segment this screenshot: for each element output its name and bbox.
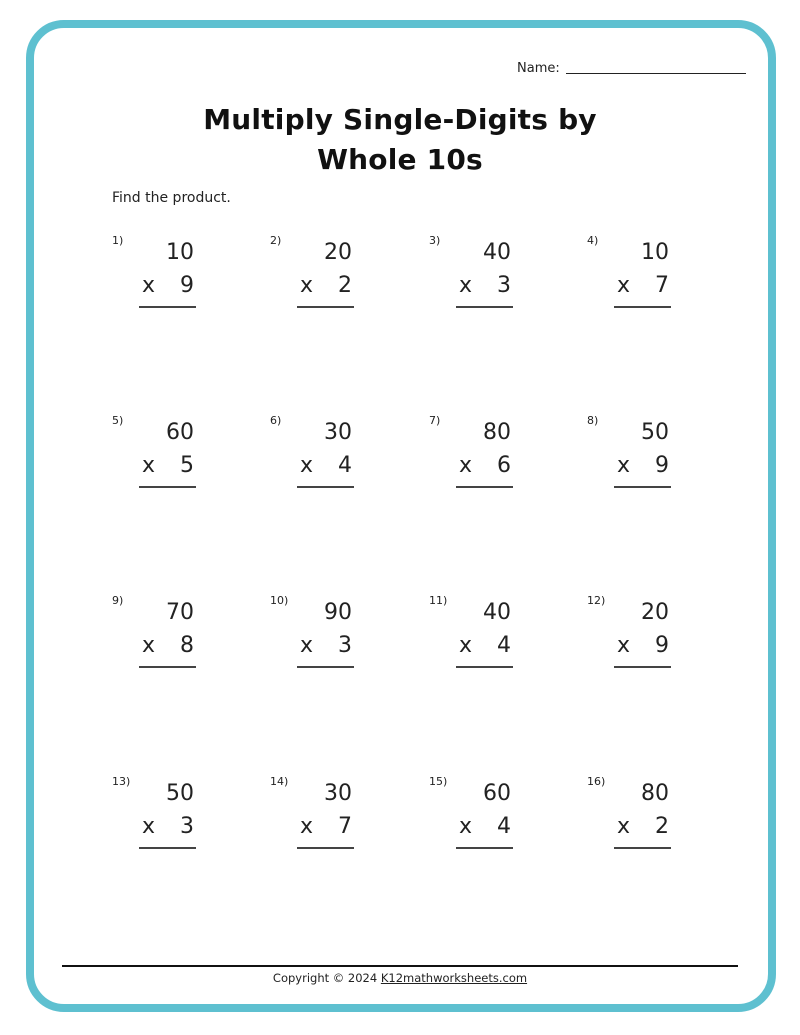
multiply-operator: x [300, 273, 314, 298]
answer-line[interactable] [456, 306, 513, 308]
answer-line[interactable] [614, 666, 671, 668]
problem-10 [270, 594, 420, 674]
answer-line[interactable] [456, 486, 513, 488]
multiplier: 2 [338, 273, 352, 298]
answer-line[interactable] [614, 306, 671, 308]
problem-3 [429, 234, 579, 314]
footer-divider [62, 965, 738, 967]
problem-number: 3) [429, 234, 441, 247]
multiplier: 7 [338, 814, 352, 839]
multiplier: 6 [497, 453, 511, 478]
multiply-operator: x [142, 453, 156, 478]
multiply-operator: x [300, 814, 314, 839]
answer-line[interactable] [297, 486, 354, 488]
name-field [517, 61, 746, 76]
multiplicand: 70 [166, 600, 194, 625]
multiplicand: 10 [641, 240, 669, 265]
footer [0, 971, 800, 985]
problem-number: 2) [270, 234, 282, 247]
multiplicand: 60 [166, 420, 194, 445]
answer-line[interactable] [297, 847, 354, 849]
multiplicand: 50 [166, 781, 194, 806]
problem-number: 16) [587, 775, 606, 788]
problem-number: 12) [587, 594, 606, 607]
page-title [0, 100, 800, 180]
name-label: Name: [517, 61, 560, 76]
multiply-operator: x [142, 814, 156, 839]
problem-7 [429, 414, 579, 494]
multiplier: 4 [497, 633, 511, 658]
copyright-text: Copyright © 2024 [272, 971, 378, 985]
multiplier: 9 [655, 633, 669, 658]
multiplicand: 20 [641, 600, 669, 625]
problem-2 [270, 234, 420, 314]
problem-number: 10) [270, 594, 289, 607]
multiplier: 5 [180, 453, 194, 478]
multiply-operator: x [459, 633, 473, 658]
problem-16 [587, 775, 737, 855]
multiply-operator: x [617, 453, 631, 478]
answer-line[interactable] [456, 847, 513, 849]
answer-line[interactable] [139, 306, 196, 308]
problem-1 [112, 234, 262, 314]
multiplier: 4 [338, 453, 352, 478]
problem-15 [429, 775, 579, 855]
problem-6 [270, 414, 420, 494]
multiplicand: 60 [483, 781, 511, 806]
multiplier: 9 [655, 453, 669, 478]
name-blank-line[interactable] [566, 73, 746, 74]
answer-line[interactable] [456, 666, 513, 668]
title-line-1: Multiply Single-Digits by [203, 103, 597, 136]
multiplicand: 20 [324, 240, 352, 265]
multiplier: 3 [180, 814, 194, 839]
answer-line[interactable] [297, 306, 354, 308]
multiplier: 4 [497, 814, 511, 839]
problem-11 [429, 594, 579, 674]
multiplier: 7 [655, 273, 669, 298]
multiplicand: 80 [483, 420, 511, 445]
multiplier: 8 [180, 633, 194, 658]
problem-number: 8) [587, 414, 599, 427]
answer-line[interactable] [297, 666, 354, 668]
multiply-operator: x [617, 633, 631, 658]
problem-12 [587, 594, 737, 674]
multiply-operator: x [300, 633, 314, 658]
problem-number: 13) [112, 775, 131, 788]
multiply-operator: x [459, 814, 473, 839]
multiplicand: 10 [166, 240, 194, 265]
multiply-operator: x [617, 814, 631, 839]
problem-number: 6) [270, 414, 282, 427]
problem-number: 7) [429, 414, 441, 427]
multiplicand: 90 [324, 600, 352, 625]
problem-number: 5) [112, 414, 124, 427]
multiply-operator: x [142, 273, 156, 298]
problem-5 [112, 414, 262, 494]
multiplier: 2 [655, 814, 669, 839]
multiply-operator: x [459, 273, 473, 298]
answer-line[interactable] [139, 486, 196, 488]
multiply-operator: x [142, 633, 156, 658]
multiplicand: 30 [324, 781, 352, 806]
problem-number: 14) [270, 775, 289, 788]
multiply-operator: x [459, 453, 473, 478]
problem-number: 15) [429, 775, 448, 788]
multiply-operator: x [300, 453, 314, 478]
multiplicand: 50 [641, 420, 669, 445]
answer-line[interactable] [614, 486, 671, 488]
multiplicand: 80 [641, 781, 669, 806]
multiplier: 3 [497, 273, 511, 298]
problem-9 [112, 594, 262, 674]
problem-number: 4) [587, 234, 599, 247]
answer-line[interactable] [614, 847, 671, 849]
site-link[interactable]: K12mathworksheets.com [380, 971, 528, 985]
multiply-operator: x [617, 273, 631, 298]
problem-number: 1) [112, 234, 124, 247]
problem-13 [112, 775, 262, 855]
problem-number: 11) [429, 594, 448, 607]
multiplier: 3 [338, 633, 352, 658]
instructions: Find the product. [112, 190, 231, 206]
problem-14 [270, 775, 420, 855]
multiplicand: 40 [483, 600, 511, 625]
title-line-2: Whole 10s [317, 143, 483, 176]
multiplicand: 30 [324, 420, 352, 445]
problem-number: 9) [112, 594, 124, 607]
answer-line[interactable] [139, 666, 196, 668]
problem-4 [587, 234, 737, 314]
answer-line[interactable] [139, 847, 196, 849]
problem-8 [587, 414, 737, 494]
multiplicand: 40 [483, 240, 511, 265]
multiplier: 9 [180, 273, 194, 298]
